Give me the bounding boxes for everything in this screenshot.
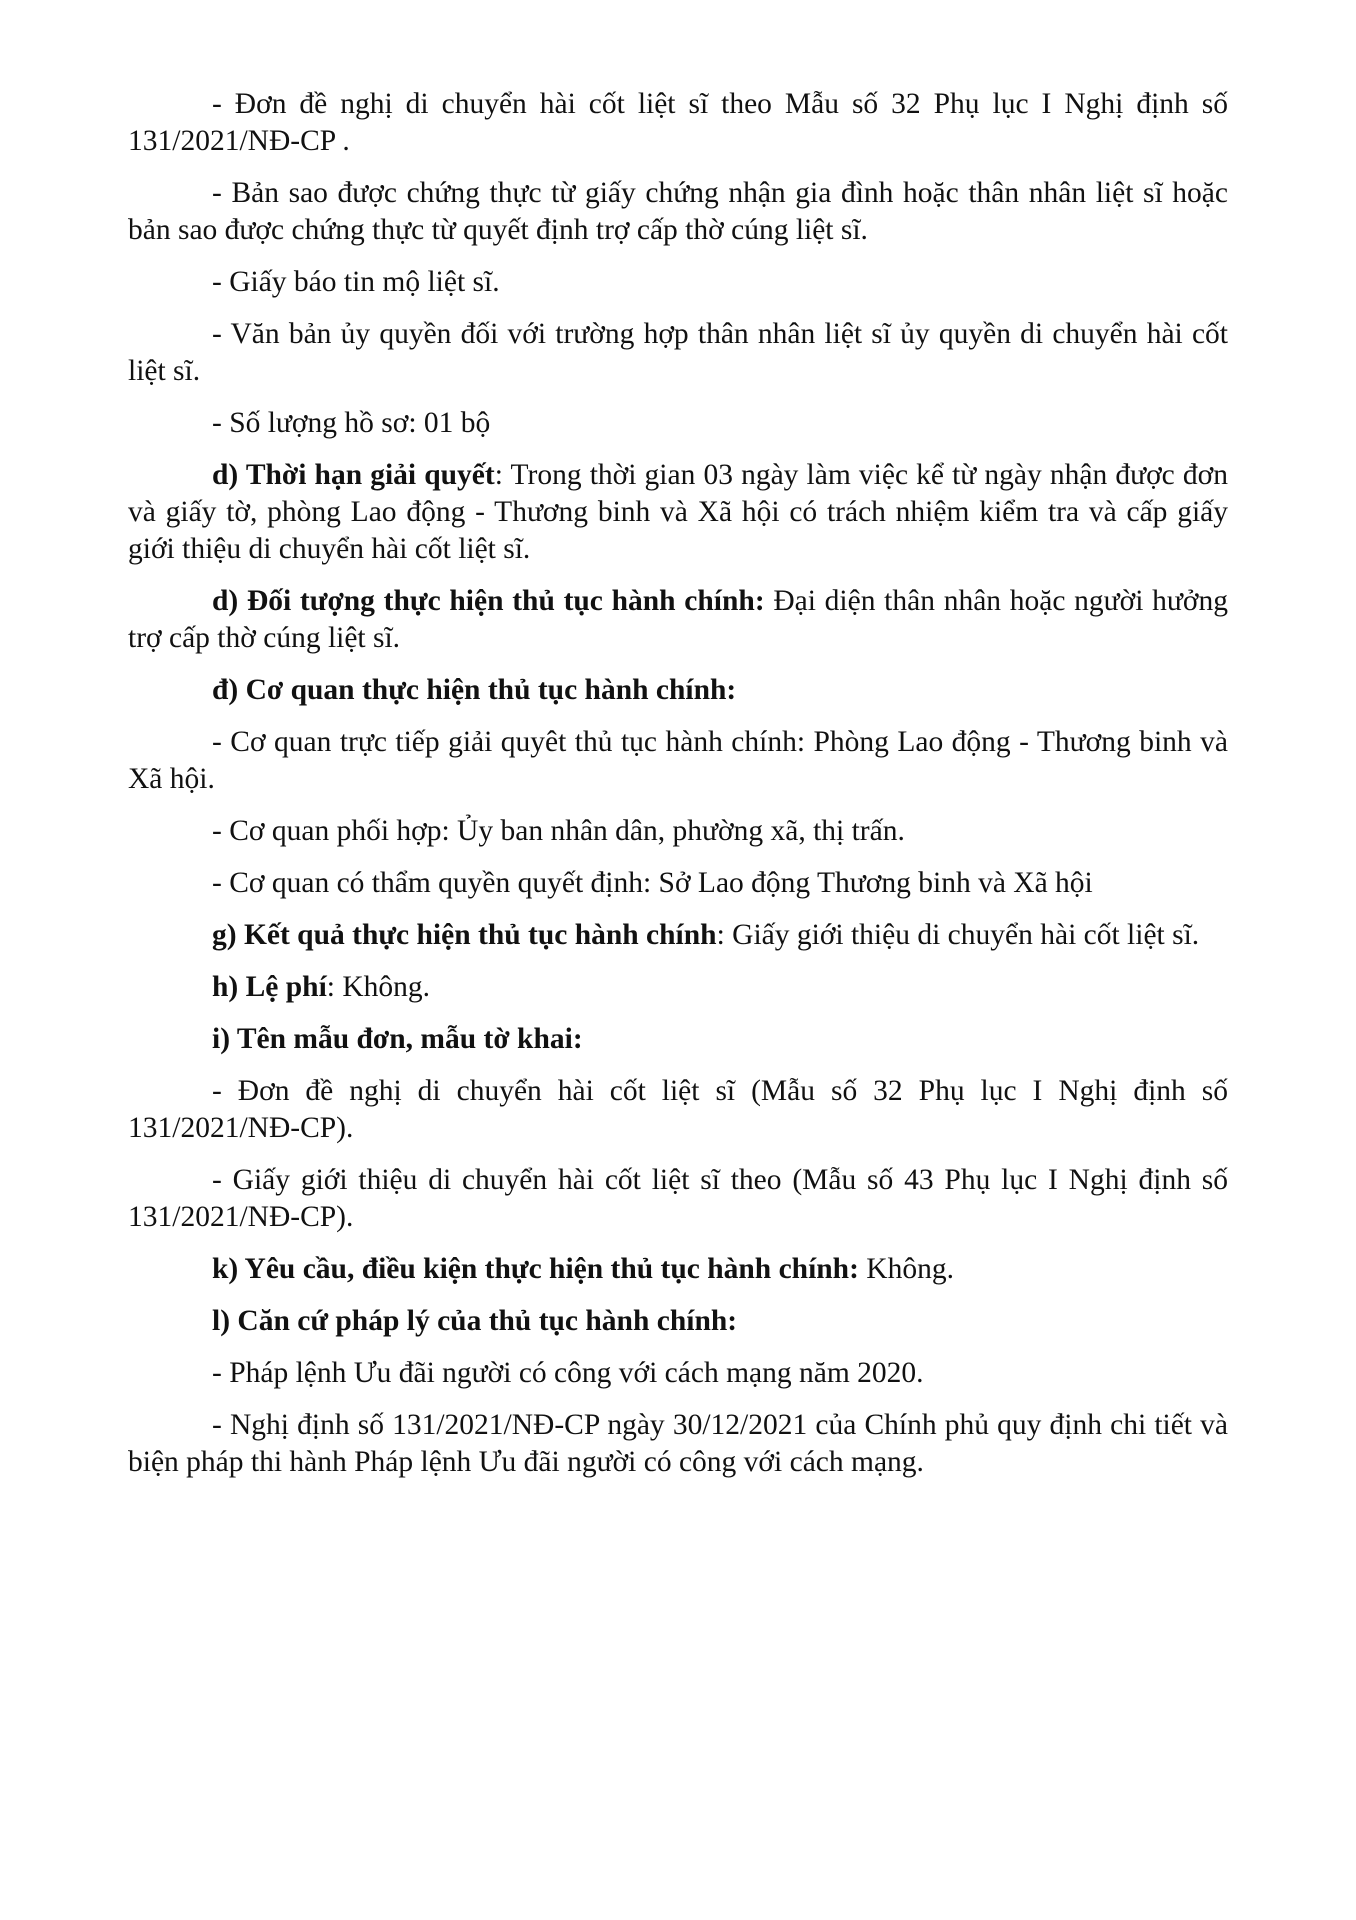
paragraph-application-form xyxy=(128,86,1228,160)
paragraph-decree xyxy=(128,1407,1228,1481)
section-text: Đại diện thân nhân hoặc người hưởng trợ cấp thờ cúng liệt sĩ. xyxy=(128,585,1228,654)
paragraph-text: - Giấy báo tin mộ liệt sĩ. xyxy=(212,266,500,298)
section-heading: i) Tên mẫu đơn, mẫu tờ khai: xyxy=(212,1023,583,1055)
paragraph-deciding-agency xyxy=(128,865,1228,902)
section-text: : Trong thời gian 03 ngày làm việc kể từ ngày nhận được đơn và giấy tờ, phòng Lao động - Thương binh và Xã hội có trách nhiệm kiểm tra và cấp giấy giới thiệu di chuyển hài cốt liệt sĩ. xyxy=(128,459,1228,565)
section-heading: h) Lệ phí xyxy=(212,971,327,1003)
section-heading: g) Kết quả thực hiện thủ tục hành chính xyxy=(212,919,717,951)
section-fee xyxy=(128,969,1228,1006)
paragraph-ordinance xyxy=(128,1355,1228,1392)
section-heading: k) Yêu cầu, điều kiện thực hiện thủ tục hành chính: xyxy=(212,1253,859,1285)
paragraph-direct-agency xyxy=(128,724,1228,798)
paragraph-dossier-count xyxy=(128,405,1228,442)
section-text: : Giấy giới thiệu di chuyển hài cốt liệt sĩ. xyxy=(716,919,1200,951)
section-heading: d) Đối tượng thực hiện thủ tục hành chính: xyxy=(212,585,765,617)
section-heading: đ) Cơ quan thực hiện thủ tục hành chính: xyxy=(212,674,737,706)
section-text: Không. xyxy=(858,1253,954,1285)
section-subjects xyxy=(128,583,1228,657)
section-forms xyxy=(128,1021,1228,1058)
paragraph-text: - Nghị định số 131/2021/NĐ-CP ngày 30/12/2021 của Chính phủ quy định chi tiết và biện pháp thi hành Pháp lệnh Ưu đãi người có công với cách mạng. xyxy=(128,1409,1228,1478)
section-heading: l) Căn cứ pháp lý của thủ tục hành chính: xyxy=(212,1305,738,1337)
section-requirements xyxy=(128,1251,1228,1288)
paragraph-text: - Số lượng hồ sơ: 01 bộ xyxy=(212,407,491,439)
paragraph-authorization xyxy=(128,316,1228,390)
section-heading: d) Thời hạn giải quyết xyxy=(212,459,495,491)
paragraph-text: - Pháp lệnh Ưu đãi người có công với cách mạng năm 2020. xyxy=(212,1357,924,1389)
section-legal-basis xyxy=(128,1303,1228,1340)
paragraph-text: - Cơ quan có thẩm quyền quyết định: Sở Lao động Thương binh và Xã hội xyxy=(212,867,1093,899)
section-agencies xyxy=(128,672,1228,709)
paragraph-text: - Bản sao được chứng thực từ giấy chứng nhận gia đình hoặc thân nhân liệt sĩ hoặc bản sao được chứng thực từ quyết định trợ cấp thờ cúng liệt sĩ. xyxy=(128,177,1228,246)
paragraph-text: - Cơ quan phối hợp: Ủy ban nhân dân, phường xã, thị trấn. xyxy=(212,815,905,847)
paragraph-form-43 xyxy=(128,1162,1228,1236)
paragraph-text: - Văn bản ủy quyền đối với trường hợp thân nhân liệt sĩ ủy quyền di chuyển hài cốt liệt sĩ. xyxy=(128,318,1228,387)
section-processing-time xyxy=(128,457,1228,568)
paragraph-certified-copy xyxy=(128,175,1228,249)
paragraph-text: - Giấy giới thiệu di chuyển hài cốt liệt sĩ theo (Mẫu số 43 Phụ lục I Nghị định số 131/2021/NĐ-CP). xyxy=(128,1164,1228,1233)
paragraph-form-32 xyxy=(128,1073,1228,1147)
paragraph-text: - Đơn đề nghị di chuyển hài cốt liệt sĩ theo Mẫu số 32 Phụ lục I Nghị định số 131/2021/NĐ-CP . xyxy=(128,88,1228,157)
document-body xyxy=(128,86,1228,1496)
section-result xyxy=(128,917,1228,954)
paragraph-coordinating-agency xyxy=(128,813,1228,850)
paragraph-text: - Cơ quan trực tiếp giải quyêt thủ tục hành chính: Phòng Lao động - Thương binh và Xã hội. xyxy=(128,726,1228,795)
section-text: : Không. xyxy=(326,971,431,1003)
paragraph-grave-notice xyxy=(128,264,1228,301)
paragraph-text: - Đơn đề nghị di chuyển hài cốt liệt sĩ (Mẫu số 32 Phụ lục I Nghị định số 131/2021/NĐ-CP). xyxy=(128,1075,1228,1144)
